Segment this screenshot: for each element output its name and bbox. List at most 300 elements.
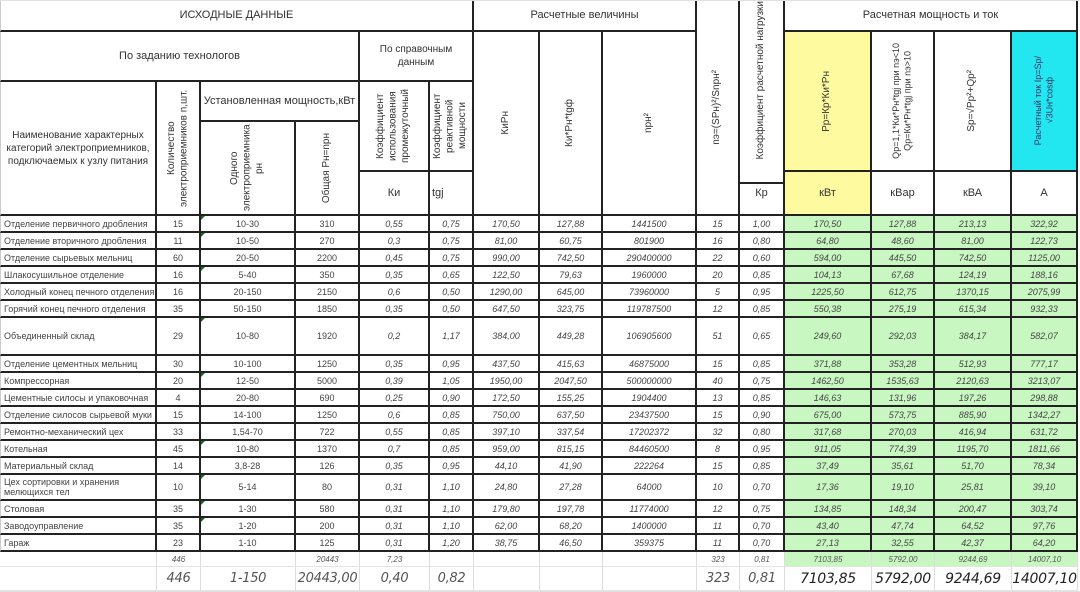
cell-n[interactable]: 35 [157,518,201,535]
cell-Pn[interactable]: 2150 [296,284,360,301]
cell-pp[interactable]: 1462,50 [785,373,872,390]
cell-sp[interactable]: 416,94 [935,424,1012,441]
cell-kr[interactable]: 0,80 [740,233,785,250]
cell-tg[interactable]: 0,85 [430,441,474,458]
cell-name[interactable]: Отделение сырьевых мельниц [0,250,157,267]
cell-ne[interactable]: 12 [697,301,740,318]
cell-pp[interactable]: 17,36 [785,475,872,501]
cell-tg[interactable]: 0,90 [430,390,474,407]
cell-name[interactable]: Столовая [0,501,157,518]
cell-qp[interactable]: 270,03 [872,424,935,441]
cell-n[interactable]: 23 [157,535,201,552]
cell-ip[interactable]: 2075,99 [1012,284,1078,301]
cell-pp[interactable]: 146,63 [785,390,872,407]
total-large-qp[interactable]: 5792,00 [872,567,935,591]
cell-n[interactable]: 33 [157,424,201,441]
cell-tg[interactable]: 0,50 [430,284,474,301]
cell-ne[interactable]: 32 [697,424,740,441]
cell-qp[interactable]: 32,55 [872,535,935,552]
cell-ne[interactable]: 15 [697,216,740,233]
cell-pp[interactable]: 371,88 [785,356,872,373]
cell-ki[interactable]: 0,45 [360,250,430,267]
cell-name[interactable]: Цементные силосы и упаковочная [0,390,157,407]
cell-kipntg[interactable]: 815,15 [540,441,603,458]
cell-ki[interactable]: 0,35 [360,458,430,475]
cell-ne[interactable]: 40 [697,373,740,390]
cell-sp[interactable]: 512,93 [935,356,1012,373]
cell-ip[interactable]: 39,10 [1012,475,1078,501]
cell-n[interactable]: 60 [157,250,201,267]
cell-kipn[interactable]: 172,50 [474,390,540,407]
total-small-empty[interactable] [474,552,540,567]
cell-pn[interactable]: 5-14 [201,475,296,501]
cell-name[interactable]: Отделение силосов сырьевой муки [0,407,157,424]
cell-kipntg[interactable]: 197,78 [540,501,603,518]
cell-pn[interactable]: 10-50 [201,233,296,250]
cell-ne[interactable]: 12 [697,501,740,518]
cell-kipn[interactable]: 647,50 [474,301,540,318]
cell-ki[interactable]: 0,35 [360,356,430,373]
cell-npn2[interactable]: 222264 [603,458,697,475]
cell-qp[interactable]: 67,68 [872,267,935,284]
cell-ki[interactable]: 0,31 [360,535,430,552]
cell-pn[interactable]: 20-50 [201,250,296,267]
cell-ne[interactable]: 20 [697,267,740,284]
cell-Pn[interactable]: 1250 [296,407,360,424]
cell-pn[interactable]: 1-30 [201,501,296,518]
cell-tg[interactable]: 1,10 [430,518,474,535]
total-small-ip[interactable]: 14007,10 [1012,552,1078,567]
cell-n[interactable]: 4 [157,390,201,407]
cell-ki[interactable]: 0,31 [360,475,430,501]
cell-ki[interactable]: 0,35 [360,267,430,284]
cell-n[interactable]: 35 [157,301,201,318]
cell-pn[interactable]: 12-50 [201,373,296,390]
cell-kipntg[interactable]: 337,54 [540,424,603,441]
cell-ne[interactable]: 15 [697,458,740,475]
cell-sp[interactable]: 197,26 [935,390,1012,407]
cell-pn[interactable]: 50-150 [201,301,296,318]
cell-pn[interactable]: 1-10 [201,535,296,552]
total-large-n[interactable]: 446 [157,567,201,591]
cell-ne[interactable]: 51 [697,318,740,356]
cell-tg[interactable]: 1,17 [430,318,474,356]
cell-kipn[interactable]: 384,00 [474,318,540,356]
cell-name[interactable]: Шлакосушильное отделение [0,267,157,284]
cell-name[interactable]: Материальный склад [0,458,157,475]
total-small-tg[interactable] [430,552,474,567]
cell-Pn[interactable]: 350 [296,267,360,284]
cell-Pn[interactable]: 270 [296,233,360,250]
cell-pp[interactable]: 37,49 [785,458,872,475]
cell-name[interactable]: Цех сортировки и хранения мелющихся тел [0,475,157,501]
cell-qp[interactable]: 35,61 [872,458,935,475]
cell-qp[interactable]: 19,10 [872,475,935,501]
cell-npn2[interactable]: 23437500 [603,407,697,424]
total-large-ip[interactable]: 14007,10 [1012,567,1078,591]
cell-npn2[interactable]: 17202372 [603,424,697,441]
cell-sp[interactable]: 81,00 [935,233,1012,250]
cell-sp[interactable]: 1195,70 [935,441,1012,458]
total-small-empty[interactable] [603,552,697,567]
cell-tg[interactable]: 1,10 [430,501,474,518]
total-large-empty[interactable] [540,567,603,591]
cell-ki[interactable]: 0,25 [360,390,430,407]
cell-n[interactable]: 16 [157,284,201,301]
cell-kipn[interactable]: 1290,00 [474,284,540,301]
cell-ne[interactable]: 11 [697,535,740,552]
cell-qp[interactable]: 275,19 [872,301,935,318]
cell-ne[interactable]: 15 [697,356,740,373]
cell-kipn[interactable]: 959,00 [474,441,540,458]
cell-sp[interactable]: 742,50 [935,250,1012,267]
cell-Pn[interactable]: 200 [296,518,360,535]
total-large-empty[interactable] [0,567,157,591]
cell-name[interactable]: Объединенный склад [0,318,157,356]
cell-sp[interactable]: 615,34 [935,301,1012,318]
cell-name[interactable]: Котельная [0,441,157,458]
cell-kipntg[interactable]: 155,25 [540,390,603,407]
cell-n[interactable]: 35 [157,501,201,518]
cell-kipn[interactable]: 38,75 [474,535,540,552]
cell-n[interactable]: 10 [157,475,201,501]
cell-npn2[interactable]: 11774000 [603,501,697,518]
cell-tg[interactable]: 0,75 [430,250,474,267]
cell-pn[interactable]: 10-80 [201,441,296,458]
cell-npn2[interactable]: 73960000 [603,284,697,301]
cell-kipn[interactable]: 437,50 [474,356,540,373]
cell-ne[interactable]: 10 [697,475,740,501]
cell-kr[interactable]: 0,85 [740,356,785,373]
cell-pp[interactable]: 27,13 [785,535,872,552]
cell-pp[interactable]: 550,38 [785,301,872,318]
cell-ip[interactable]: 777,17 [1012,356,1078,373]
total-large-empty[interactable] [474,567,540,591]
cell-kipn[interactable]: 81,00 [474,233,540,250]
cell-kr[interactable]: 0,70 [740,475,785,501]
cell-ip[interactable]: 582,07 [1012,318,1078,356]
cell-ip[interactable]: 631,72 [1012,424,1078,441]
cell-sp[interactable]: 64,52 [935,518,1012,535]
cell-tg[interactable]: 1,10 [430,475,474,501]
cell-npn2[interactable]: 1400000 [603,518,697,535]
cell-kr[interactable]: 0,90 [740,407,785,424]
cell-tg[interactable]: 0,75 [430,216,474,233]
cell-name[interactable]: Холодный конец печного отделения [0,284,157,301]
cell-Pn[interactable]: 690 [296,390,360,407]
cell-kipntg[interactable]: 742,50 [540,250,603,267]
cell-Pn[interactable]: 126 [296,458,360,475]
cell-npn2[interactable]: 290400000 [603,250,697,267]
cell-kipn[interactable]: 1950,00 [474,373,540,390]
cell-sp[interactable]: 1370,15 [935,284,1012,301]
cell-npn2[interactable]: 84460500 [603,441,697,458]
cell-kipntg[interactable]: 41,90 [540,458,603,475]
cell-Pn[interactable]: 580 [296,501,360,518]
total-large-Pn[interactable]: 20443,00 [296,567,360,591]
cell-kipn[interactable]: 990,00 [474,250,540,267]
cell-sp[interactable]: 42,37 [935,535,1012,552]
cell-name[interactable]: Заводоуправление [0,518,157,535]
cell-pn[interactable]: 10-80 [201,318,296,356]
cell-kr[interactable]: 0,80 [740,424,785,441]
cell-ki[interactable]: 0,55 [360,424,430,441]
cell-pp[interactable]: 317,68 [785,424,872,441]
cell-ki[interactable]: 0,55 [360,216,430,233]
cell-npn2[interactable]: 1960000 [603,267,697,284]
cell-pp[interactable]: 64,80 [785,233,872,250]
cell-kipntg[interactable]: 68,20 [540,518,603,535]
cell-Pn[interactable]: 1850 [296,301,360,318]
total-small-kr[interactable]: 0,81 [740,552,785,567]
cell-pn[interactable]: 20-80 [201,390,296,407]
cell-name[interactable]: Отделение вторичного дробления [0,233,157,250]
cell-sp[interactable]: 51,70 [935,458,1012,475]
cell-Pn[interactable]: 1250 [296,356,360,373]
cell-Pn[interactable]: 5000 [296,373,360,390]
cell-tg[interactable]: 0,95 [430,356,474,373]
cell-ip[interactable]: 322,92 [1012,216,1078,233]
cell-ne[interactable]: 11 [697,518,740,535]
cell-Pn[interactable]: 1370 [296,441,360,458]
cell-tg[interactable]: 1,05 [430,373,474,390]
total-small-n[interactable]: 446 [157,552,201,567]
total-small-ne[interactable]: 323 [697,552,740,567]
cell-kipntg[interactable]: 449,28 [540,318,603,356]
cell-tg[interactable]: 0,50 [430,301,474,318]
cell-pp[interactable]: 43,40 [785,518,872,535]
cell-n[interactable]: 15 [157,216,201,233]
cell-n[interactable]: 15 [157,407,201,424]
cell-kr[interactable]: 0,85 [740,458,785,475]
cell-ip[interactable]: 1342,27 [1012,407,1078,424]
cell-ki[interactable]: 0,6 [360,284,430,301]
cell-sp[interactable]: 25,81 [935,475,1012,501]
cell-ne[interactable]: 8 [697,441,740,458]
cell-qp[interactable]: 612,75 [872,284,935,301]
cell-kr[interactable]: 0,70 [740,518,785,535]
cell-pp[interactable]: 134,85 [785,501,872,518]
cell-npn2[interactable]: 106905600 [603,318,697,356]
cell-ip[interactable]: 303,74 [1012,501,1078,518]
cell-ki[interactable]: 0,31 [360,518,430,535]
total-large-ki[interactable]: 0,40 [360,567,430,591]
cell-name[interactable]: Гараж [0,535,157,552]
total-large-tg[interactable]: 0,82 [430,567,474,591]
cell-kr[interactable]: 0,75 [740,501,785,518]
cell-n[interactable]: 29 [157,318,201,356]
cell-ip[interactable]: 298,88 [1012,390,1078,407]
cell-name[interactable]: Горячий конец печного отделения [0,301,157,318]
cell-ip[interactable]: 3213,07 [1012,373,1078,390]
cell-sp[interactable]: 885,90 [935,407,1012,424]
total-small-empty[interactable] [540,552,603,567]
cell-kipn[interactable]: 750,00 [474,407,540,424]
cell-qp[interactable]: 573,75 [872,407,935,424]
cell-ne[interactable]: 22 [697,250,740,267]
total-small-Pn[interactable]: 20443 [296,552,360,567]
total-large-sp[interactable]: 9244,69 [935,567,1012,591]
cell-Pn[interactable]: 1920 [296,318,360,356]
total-small-empty[interactable] [0,552,157,567]
cell-n[interactable]: 30 [157,356,201,373]
cell-pp[interactable]: 249,60 [785,318,872,356]
cell-ip[interactable]: 122,73 [1012,233,1078,250]
cell-n[interactable]: 45 [157,441,201,458]
cell-npn2[interactable]: 1441500 [603,216,697,233]
cell-ki[interactable]: 0,35 [360,301,430,318]
cell-kipntg[interactable]: 415,63 [540,356,603,373]
cell-ip[interactable]: 97,76 [1012,518,1078,535]
cell-name[interactable]: Компрессорная [0,373,157,390]
cell-ip[interactable]: 1125,00 [1012,250,1078,267]
cell-n[interactable]: 16 [157,267,201,284]
cell-kr[interactable]: 0,65 [740,318,785,356]
cell-kr[interactable]: 1,00 [740,216,785,233]
cell-sp[interactable]: 2120,63 [935,373,1012,390]
cell-kipntg[interactable]: 323,75 [540,301,603,318]
cell-pp[interactable]: 104,13 [785,267,872,284]
cell-qp[interactable]: 127,88 [872,216,935,233]
cell-kr[interactable]: 0,60 [740,250,785,267]
cell-Pn[interactable]: 80 [296,475,360,501]
cell-npn2[interactable]: 64000 [603,475,697,501]
cell-qp[interactable]: 47,74 [872,518,935,535]
cell-npn2[interactable]: 46875000 [603,356,697,373]
cell-pp[interactable]: 1225,50 [785,284,872,301]
cell-ki[interactable]: 0,2 [360,318,430,356]
cell-ne[interactable]: 16 [697,233,740,250]
cell-pn[interactable]: 10-100 [201,356,296,373]
cell-ip[interactable]: 188,16 [1012,267,1078,284]
cell-kipn[interactable]: 179,80 [474,501,540,518]
cell-kr[interactable]: 0,85 [740,267,785,284]
total-small-pn[interactable] [201,552,296,567]
cell-pp[interactable]: 170,50 [785,216,872,233]
cell-ki[interactable]: 0,31 [360,501,430,518]
cell-kipn[interactable]: 122,50 [474,267,540,284]
cell-pn[interactable]: 14-100 [201,407,296,424]
cell-ip[interactable]: 932,33 [1012,301,1078,318]
cell-Pn[interactable]: 125 [296,535,360,552]
cell-pn[interactable]: 10-30 [201,216,296,233]
cell-kr[interactable]: 0,95 [740,284,785,301]
cell-ip[interactable]: 1811,66 [1012,441,1078,458]
cell-npn2[interactable]: 500000000 [603,373,697,390]
cell-kipntg[interactable]: 645,00 [540,284,603,301]
cell-Pn[interactable]: 722 [296,424,360,441]
cell-pp[interactable]: 675,00 [785,407,872,424]
cell-n[interactable]: 11 [157,233,201,250]
total-large-kr[interactable]: 0,81 [740,567,785,591]
cell-name[interactable]: Ремонтно-механический цех [0,424,157,441]
cell-ip[interactable]: 64,20 [1012,535,1078,552]
cell-kr[interactable]: 0,70 [740,535,785,552]
cell-n[interactable]: 20 [157,373,201,390]
cell-kipn[interactable]: 44,10 [474,458,540,475]
cell-kipntg[interactable]: 60,75 [540,233,603,250]
cell-kipntg[interactable]: 127,88 [540,216,603,233]
cell-qp[interactable]: 445,50 [872,250,935,267]
cell-kipntg[interactable]: 79,63 [540,267,603,284]
cell-kr[interactable]: 0,75 [740,373,785,390]
total-small-qp[interactable]: 5792,00 [872,552,935,567]
cell-sp[interactable]: 384,17 [935,318,1012,356]
cell-qp[interactable]: 148,34 [872,501,935,518]
cell-pn[interactable]: 3,8-28 [201,458,296,475]
cell-name[interactable]: Отделение первичного дробления [0,216,157,233]
cell-ne[interactable]: 15 [697,407,740,424]
cell-pn[interactable]: 5-40 [201,267,296,284]
cell-qp[interactable]: 292,03 [872,318,935,356]
total-large-pp[interactable]: 7103,85 [785,567,872,591]
cell-kr[interactable]: 0,85 [740,390,785,407]
cell-kipn[interactable]: 24,80 [474,475,540,501]
cell-kr[interactable]: 0,85 [740,301,785,318]
cell-pn[interactable]: 20-150 [201,284,296,301]
cell-kipn[interactable]: 62,00 [474,518,540,535]
cell-kipn[interactable]: 397,10 [474,424,540,441]
cell-tg[interactable]: 0,65 [430,267,474,284]
total-large-pn[interactable]: 1-150 [201,567,296,591]
cell-sp[interactable]: 200,47 [935,501,1012,518]
cell-ki[interactable]: 0,3 [360,233,430,250]
cell-tg[interactable]: 1,20 [430,535,474,552]
cell-qp[interactable]: 131,96 [872,390,935,407]
cell-tg[interactable]: 0,95 [430,458,474,475]
cell-qp[interactable]: 353,28 [872,356,935,373]
cell-ne[interactable]: 5 [697,284,740,301]
cell-Pn[interactable]: 310 [296,216,360,233]
cell-pp[interactable]: 911,05 [785,441,872,458]
cell-tg[interactable]: 0,85 [430,407,474,424]
cell-pn[interactable]: 1-20 [201,518,296,535]
total-small-sp[interactable]: 9244,69 [935,552,1012,567]
cell-pn[interactable]: 1,54-70 [201,424,296,441]
cell-pp[interactable]: 594,00 [785,250,872,267]
cell-name[interactable]: Отделение цементных мельниц [0,356,157,373]
cell-tg[interactable]: 0,85 [430,424,474,441]
total-large-ne[interactable]: 323 [697,567,740,591]
cell-n[interactable]: 14 [157,458,201,475]
cell-kipntg[interactable]: 27,28 [540,475,603,501]
cell-qp[interactable]: 1535,63 [872,373,935,390]
cell-kr[interactable]: 0,95 [740,441,785,458]
cell-ki[interactable]: 0,39 [360,373,430,390]
cell-qp[interactable]: 48,60 [872,233,935,250]
cell-ki[interactable]: 0,6 [360,407,430,424]
cell-npn2[interactable]: 1904400 [603,390,697,407]
total-small-pp[interactable]: 7103,85 [785,552,872,567]
cell-kipntg[interactable]: 2047,50 [540,373,603,390]
cell-npn2[interactable]: 119787500 [603,301,697,318]
cell-npn2[interactable]: 359375 [603,535,697,552]
cell-tg[interactable]: 0,75 [430,233,474,250]
cell-ip[interactable]: 78,34 [1012,458,1078,475]
cell-ne[interactable]: 13 [697,390,740,407]
cell-sp[interactable]: 213,13 [935,216,1012,233]
cell-kipntg[interactable]: 637,50 [540,407,603,424]
cell-kipn[interactable]: 170,50 [474,216,540,233]
cell-sp[interactable]: 124,19 [935,267,1012,284]
cell-kipntg[interactable]: 46,50 [540,535,603,552]
cell-Pn[interactable]: 2200 [296,250,360,267]
cell-ki[interactable]: 0,7 [360,441,430,458]
total-small-ki[interactable]: 7,23 [360,552,430,567]
cell-qp[interactable]: 774,39 [872,441,935,458]
cell-npn2[interactable]: 801900 [603,233,697,250]
total-large-empty[interactable] [603,567,697,591]
